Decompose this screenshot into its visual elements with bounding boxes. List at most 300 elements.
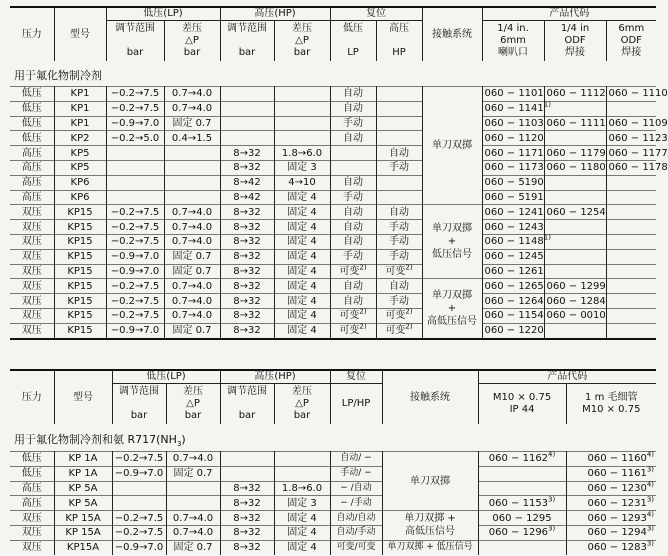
product-code-cell: $060 - 1141^{1)}$ — [482, 101, 544, 116]
table-cell: KP 5A — [54, 481, 112, 496]
table-cell: 0.7→4.0 — [164, 205, 220, 220]
product-code-cell — [544, 264, 606, 279]
product-code-cell: 060 − 1171 — [482, 146, 544, 161]
table-cell — [376, 116, 422, 131]
product-code-cell — [606, 308, 656, 323]
table-cell: KP 5A — [54, 496, 112, 511]
table-cell: −0.9→7.0 — [106, 264, 164, 279]
product-code-cell: 060 − 1220 — [482, 323, 544, 338]
table-cell — [112, 481, 166, 496]
table-cell: 双压 — [10, 511, 54, 526]
table-cell — [164, 146, 220, 161]
footnote-marker: 3) — [646, 525, 654, 534]
table-cell: KP 1A — [54, 466, 112, 481]
t2-header-lp-group: 低压(LP) — [112, 370, 220, 384]
table-cell: KP 1A — [54, 452, 112, 467]
table-cell: 双压 — [10, 323, 54, 338]
table-cell: 双压 — [10, 279, 54, 294]
header-code-odf-mm: 6mm ODF 焊接 — [618, 23, 645, 58]
footnote-marker: 2) — [359, 308, 367, 317]
table-cell: 自动 — [376, 205, 422, 220]
product-code-cell — [606, 101, 656, 116]
table-cell: 8→32 — [220, 249, 274, 264]
footnote-marker: 4) — [646, 480, 654, 489]
table-row — [10, 87, 656, 102]
table-row — [10, 481, 656, 496]
table-cell — [220, 87, 274, 102]
product-code-cell: 060 − 1112 — [544, 87, 606, 102]
t2-header-reset-group: 复位 — [330, 370, 382, 384]
product-code-cell: 060 − 1180 — [544, 160, 606, 175]
footnote-marker: 4) — [646, 510, 654, 519]
table-cell: 8→32 — [220, 264, 274, 279]
table-cell: 自动 — [330, 279, 376, 294]
table-cell: KP15 — [54, 323, 106, 338]
contact-system-cell — [422, 87, 482, 205]
table-cell — [376, 175, 422, 190]
table-cell: KP15 — [54, 205, 106, 220]
table-cell — [220, 131, 274, 146]
footnote-marker: 2) — [405, 263, 413, 272]
table-cell: 自动 — [330, 101, 376, 116]
table-cell: 0.7→4.0 — [166, 511, 220, 526]
table-cell: 低压 — [10, 131, 54, 146]
product-code-cell — [606, 279, 656, 294]
table-row — [10, 131, 656, 146]
t2-header-code-ip44: M10 × 0.75 IP 44 — [478, 384, 566, 425]
t2-header-reset-sub: LP/HP — [330, 384, 382, 425]
table-cell: 自动 — [330, 294, 376, 309]
table-cell: 8→32 — [220, 294, 274, 309]
table-cell: 自动 — [330, 234, 376, 249]
table-cell — [164, 160, 220, 175]
t2-header-product-group: 产品代码 — [478, 370, 656, 384]
table-cell: 手动 — [330, 116, 376, 131]
table-cell: 双压 — [10, 308, 54, 323]
header-code-flare: 1/4 in. 6mm 喇叭口 — [482, 21, 544, 62]
table-cell — [220, 116, 274, 131]
table-cell: 固定 0.7 — [164, 116, 220, 131]
table-cell: 固定 4 — [274, 323, 330, 338]
contact-system-label: + — [447, 302, 457, 314]
footnote-marker: 2) — [359, 263, 367, 272]
table-cell: 8→32 — [220, 234, 274, 249]
table2-header — [10, 369, 656, 424]
table-row — [10, 540, 656, 554]
table-cell: 可变$^{2)}$ — [376, 264, 422, 279]
contact-system-cell — [422, 205, 482, 279]
table-cell: 低压 — [10, 116, 54, 131]
contact-system-label: + — [447, 236, 457, 248]
table-cell: 高压 — [10, 190, 54, 205]
table-cell: 8→32 — [220, 205, 274, 220]
contact-system-label: 单刀双掷 — [432, 289, 472, 301]
product-code-cell: $060 - 1283^{3)}$ — [566, 540, 656, 554]
table-row — [10, 308, 656, 323]
table-cell: 0.7→4.0 — [164, 308, 220, 323]
table-cell: −0.2→5.0 — [106, 131, 164, 146]
table-cell: −0.2→7.5 — [112, 511, 166, 526]
table-cell: KP15 — [54, 234, 106, 249]
header-product-group: 产品代码 — [482, 7, 656, 21]
footnote-marker: 2) — [405, 308, 413, 317]
product-code-cell — [606, 175, 656, 190]
product-code-cell — [606, 264, 656, 279]
table1-header — [10, 6, 656, 61]
contact-system-label: 单刀双掷 — [432, 140, 472, 152]
footnote-marker: 1) — [543, 100, 551, 109]
table-cell: 自动 — [376, 279, 422, 294]
table-cell: KP5 — [54, 160, 106, 175]
table-cell: 固定 4 — [274, 511, 330, 526]
table-cell: 高压 — [10, 481, 54, 496]
header-pressure: 压力 — [10, 7, 54, 61]
table-cell: KP1 — [54, 87, 106, 102]
table-cell — [376, 190, 422, 205]
table-cell: 固定 4 — [274, 308, 330, 323]
table-cell: KP15 — [54, 220, 106, 235]
table-cell: − /自动 — [330, 481, 382, 496]
table-cell: 0.7→4.0 — [166, 525, 220, 540]
table-row — [10, 323, 656, 338]
table-cell: −0.2→7.5 — [106, 101, 164, 116]
table-cell: 手动 — [330, 190, 376, 205]
table-cell: 双压 — [10, 205, 54, 220]
table-cell: 8→42 — [220, 175, 274, 190]
table-cell — [330, 160, 376, 175]
product-code-cell — [606, 220, 656, 235]
table-cell: KP15 — [54, 264, 106, 279]
product-code-cell: 060 − 5190 — [482, 175, 544, 190]
table-cell: −0.9→7.0 — [106, 323, 164, 338]
contact-system-cell — [382, 511, 478, 541]
t2-header-contact: 接触系统 — [382, 370, 478, 424]
header-reset-hp: 高压 HP — [376, 21, 422, 62]
table-cell: 高压 — [10, 175, 54, 190]
table-cell: 8→32 — [220, 481, 274, 496]
product-code-cell: 060 − 1178 — [606, 160, 656, 175]
product-code-cell: $060 - 1162^{4)}$ — [478, 452, 566, 467]
table-cell — [376, 87, 422, 102]
footnote-marker: 4) — [548, 451, 556, 460]
header-reset-lp: 低压 LP — [330, 21, 376, 62]
table-cell: 0.7→4.0 — [164, 294, 220, 309]
table-cell: 手动 — [376, 294, 422, 309]
table-cell: 自动 — [376, 146, 422, 161]
contact-system-cell — [422, 279, 482, 339]
table-cell: KP 15A — [54, 511, 112, 526]
table-row — [10, 279, 656, 294]
table-cell: KP5 — [54, 146, 106, 161]
table-cell: −0.2→7.5 — [112, 525, 166, 540]
t2-header-lp-range: 调节范围 bar — [112, 384, 166, 425]
footnote-marker: 3) — [646, 465, 654, 474]
table-cell: − /手动 — [330, 496, 382, 511]
header-hp-range: 调节范围 bar — [220, 21, 274, 62]
table-cell: 自动 — [330, 131, 376, 146]
table-cell: −0.2→7.5 — [106, 234, 164, 249]
footnote-marker: 4) — [646, 451, 654, 460]
table-cell: 双压 — [10, 220, 54, 235]
table-cell: 8→32 — [220, 540, 274, 554]
table-row — [10, 101, 656, 116]
product-code-cell: 060 − 1173 — [482, 160, 544, 175]
table-cell: 自动 — [330, 205, 376, 220]
table-cell: 1.8→6.0 — [274, 481, 330, 496]
table-cell — [106, 190, 164, 205]
table-cell: 可变$^{2)}$ — [376, 323, 422, 338]
table-cell: 固定 0.7 — [164, 323, 220, 338]
contact-system-label: 单刀双掷 — [410, 475, 450, 487]
table-cell: −0.2→7.5 — [106, 294, 164, 309]
table-cell: 8→32 — [220, 511, 274, 526]
product-code-cell: $060 - 1293^{4)}$ — [566, 511, 656, 526]
table-cell: 可变$^{2)}$ — [330, 308, 376, 323]
product-code-cell — [544, 175, 606, 190]
table-row — [10, 452, 656, 467]
contact-system-label: 低压信号 — [432, 249, 472, 261]
table-cell — [166, 481, 220, 496]
section-title-fluorinated: 用于氟化物制冷剂 — [14, 69, 102, 82]
table-cell: 固定 4 — [274, 264, 330, 279]
table-row — [10, 496, 656, 511]
table-cell: 自动 — [330, 175, 376, 190]
product-code-cell: 060 − 1179 — [544, 146, 606, 161]
table-cell: −0.2→7.5 — [106, 205, 164, 220]
product-code-cell: 060 − 1177 — [606, 146, 656, 161]
product-code-cell: 060 − 1299 — [544, 279, 606, 294]
table-row — [10, 175, 656, 190]
table-cell: 手动 — [330, 249, 376, 264]
table-cell: −0.9→7.0 — [112, 466, 166, 481]
contact-system-label: 单刀双掷 — [432, 223, 472, 235]
product-code-cell — [544, 234, 606, 249]
table-cell — [274, 87, 330, 102]
section-title-ammonia: 用于氟化物制冷剂和氨 $R717(NH_3)$ — [14, 433, 186, 449]
product-code-cell — [544, 220, 606, 235]
table-cell: 双压 — [10, 294, 54, 309]
table-cell: 8→32 — [220, 279, 274, 294]
contact-system-label: 高低压信号 — [405, 526, 455, 538]
table-cell: 自动 — [330, 220, 376, 235]
table-cell — [220, 466, 274, 481]
table-cell: 0.7→4.0 — [164, 234, 220, 249]
product-code-cell: 060 − 1265 — [482, 279, 544, 294]
table-cell: −0.2→7.5 — [106, 87, 164, 102]
table-row — [10, 116, 656, 131]
table-cell: 固定 0.7 — [166, 466, 220, 481]
product-code-cell: 060 − 1111 — [544, 116, 606, 131]
contact-system-label: 高低压信号 — [427, 315, 477, 327]
table-cell: 固定 0.7 — [164, 249, 220, 264]
table-cell: 0.7→4.0 — [166, 452, 220, 467]
table-cell: 8→32 — [220, 323, 274, 338]
table-cell: KP15A — [54, 540, 112, 554]
table-cell: 8→32 — [220, 496, 274, 511]
table-cell: 8→32 — [220, 525, 274, 540]
table-cell: −0.9→7.0 — [106, 249, 164, 264]
table-cell: KP1 — [54, 101, 106, 116]
table-cell: KP6 — [54, 175, 106, 190]
product-code-cell: $060 - 1153^{3)}$ — [478, 496, 566, 511]
header-lp-range: 调节范围 bar — [106, 21, 164, 62]
table-cell — [274, 131, 330, 146]
product-code-cell: 060 − 1109 — [606, 116, 656, 131]
table-cell: KP15 — [54, 308, 106, 323]
product-code-cell — [478, 481, 566, 496]
header-hp-diff: 差压 △P bar — [274, 21, 330, 62]
table-cell: 双压 — [10, 525, 54, 540]
table-cell: −0.9→7.0 — [112, 540, 166, 554]
product-code-cell: 060 − 1120 — [482, 131, 544, 146]
footnote-marker: 2) — [359, 322, 367, 331]
table-cell: 高压 — [10, 160, 54, 175]
table2-body — [10, 451, 656, 555]
table-cell: 8→32 — [220, 146, 274, 161]
table-cell: 低压 — [10, 87, 54, 102]
header-lp-diff: 差压 △P bar — [164, 21, 220, 62]
header-code-odf-in: 1/4 in ODF 焊接 — [544, 21, 606, 62]
t2-header-pressure: 压力 — [10, 370, 54, 424]
table-cell: 手动/ − — [330, 466, 382, 481]
t2-header-code-capillary: 1 m 毛细管 M10 × 0.75 — [582, 392, 641, 415]
product-code-cell: 060 − 1123 — [606, 131, 656, 146]
table-cell: 手动 — [376, 160, 422, 175]
product-code-cell — [606, 294, 656, 309]
footnote-marker: 2) — [405, 322, 413, 331]
table-cell — [220, 101, 274, 116]
table-cell: 自动/手动 — [330, 525, 382, 540]
product-code-cell: 060 − 1245 — [482, 249, 544, 264]
table-cell: 可变/可变 — [330, 540, 382, 554]
table-cell: 双压 — [10, 264, 54, 279]
product-code-cell: 060 − 1295 — [478, 511, 566, 526]
t2-header-model: 型号 — [54, 370, 112, 424]
header-hp-group: 高压(HP) — [220, 7, 330, 21]
table-row — [10, 264, 656, 279]
header-contact: 接触系统 — [422, 7, 482, 61]
product-code-cell — [544, 101, 606, 116]
table-cell — [274, 101, 330, 116]
table-row — [10, 160, 656, 175]
table-cell: −0.9→7.0 — [106, 116, 164, 131]
contact-system-cell — [382, 540, 478, 554]
product-code-cell: 060 − 0010 — [544, 308, 606, 323]
table-cell: 手动 — [376, 249, 422, 264]
footnote-marker: 3) — [646, 495, 654, 504]
table-cell: 自动/ − — [330, 452, 382, 467]
table-cell — [106, 146, 164, 161]
header-model: 型号 — [54, 7, 106, 61]
table-cell — [220, 452, 274, 467]
product-code-cell: $060 - 1160^{4)}$ — [566, 452, 656, 467]
table-cell: 0.7→4.0 — [164, 220, 220, 235]
product-code-cell — [544, 131, 606, 146]
contact-system-cell — [382, 452, 478, 511]
table-cell: 8→32 — [220, 220, 274, 235]
product-code-cell: 060 − 1103 — [482, 116, 544, 131]
table-cell: 固定 0.7 — [164, 264, 220, 279]
table-cell: 低压 — [10, 452, 54, 467]
table-cell: −0.2→7.5 — [106, 279, 164, 294]
table-cell: 固定 3 — [274, 496, 330, 511]
footnote-marker: 1) — [543, 234, 551, 243]
product-code-cell: 060 − 1101 — [482, 87, 544, 102]
product-code-cell: $060 - 1148^{1)}$ — [482, 234, 544, 249]
table-cell — [164, 175, 220, 190]
product-code-cell: $060 - 1294^{3)}$ — [566, 525, 656, 540]
table-cell: 4→10 — [274, 175, 330, 190]
product-code-cell — [606, 323, 656, 338]
table-cell: 8→42 — [220, 190, 274, 205]
table-row — [10, 220, 656, 235]
product-code-cell: 060 − 5191 — [482, 190, 544, 205]
table-row — [10, 511, 656, 526]
table-row — [10, 190, 656, 205]
table1-body — [10, 86, 668, 340]
table-cell: 手动 — [376, 220, 422, 235]
table-cell: KP 15A — [54, 525, 112, 540]
product-code-cell — [544, 249, 606, 264]
t2-header-hp-group: 高压(HP) — [220, 370, 330, 384]
table-cell: 8→32 — [220, 160, 274, 175]
table-cell — [330, 146, 376, 161]
product-code-cell: 060 − 1110 — [606, 87, 656, 102]
table-cell: −0.2→7.5 — [112, 452, 166, 467]
table-cell: 固定 4 — [274, 279, 330, 294]
table-cell: 双压 — [10, 234, 54, 249]
table-cell — [106, 175, 164, 190]
table-cell — [166, 496, 220, 511]
table-cell: 低压 — [10, 466, 54, 481]
table-cell: 0.7→4.0 — [164, 87, 220, 102]
product-code-cell: 060 − 1241 — [482, 205, 544, 220]
table-cell — [274, 466, 330, 481]
table-cell: 自动/自动 — [330, 511, 382, 526]
table-cell: 自动 — [330, 87, 376, 102]
table-cell: 固定 4 — [274, 525, 330, 540]
table-cell: 低压 — [10, 101, 54, 116]
table-cell: KP1 — [54, 116, 106, 131]
table-cell: 固定 3 — [274, 160, 330, 175]
product-code-cell: 060 − 1264 — [482, 294, 544, 309]
table-cell: 0.7→4.0 — [164, 279, 220, 294]
product-code-cell — [478, 540, 566, 554]
t2-header-hp-range: 调节范围 bar — [220, 384, 274, 425]
table-cell — [274, 452, 330, 467]
table-cell: 1.8→6.0 — [274, 146, 330, 161]
table-cell: 固定 4 — [274, 190, 330, 205]
table-row — [10, 466, 656, 481]
table-cell — [164, 190, 220, 205]
product-code-cell — [606, 190, 656, 205]
table-cell: KP15 — [54, 279, 106, 294]
table-cell: 可变$^{2)}$ — [330, 264, 376, 279]
table-cell: 固定 4 — [274, 294, 330, 309]
table-row — [10, 146, 656, 161]
product-code-cell — [606, 249, 656, 264]
table-cell: KP6 — [54, 190, 106, 205]
table-cell: 固定 4 — [274, 205, 330, 220]
table-cell: 双压 — [10, 249, 54, 264]
table-cell — [106, 160, 164, 175]
table-cell — [274, 116, 330, 131]
table-cell: 可变$^{2)}$ — [330, 323, 376, 338]
table-cell: 固定 4 — [274, 234, 330, 249]
table-cell: KP15 — [54, 294, 106, 309]
product-code-cell: 060 − 1284 — [544, 294, 606, 309]
table-cell: 0.4→1.5 — [164, 131, 220, 146]
